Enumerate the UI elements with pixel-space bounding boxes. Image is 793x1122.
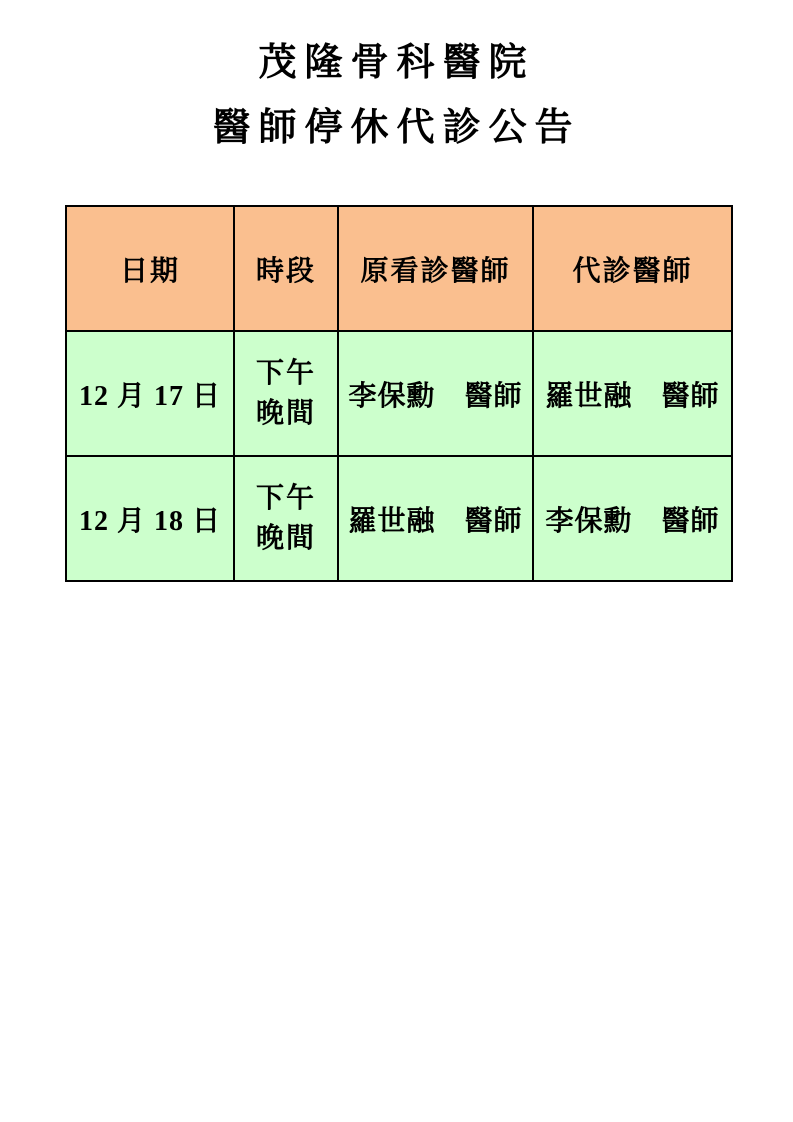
header-date: 日期: [66, 206, 234, 331]
title-block: [0, 0, 793, 147]
header-period: 時段: [234, 206, 338, 331]
hospital-name: 茂隆骨科醫院: [258, 42, 535, 84]
cell-period: [234, 331, 338, 456]
cell-substitute-doctor: 羅世融 醫師: [533, 331, 732, 456]
table-row: [66, 331, 732, 456]
cell-date: 12 月 17 日: [66, 331, 234, 456]
cell-original-doctor: 李保勳 醫師: [338, 331, 533, 456]
period-line: 晚間: [255, 397, 316, 429]
period-line: 下午: [255, 357, 316, 389]
cell-original-doctor: 羅世融 醫師: [338, 456, 533, 581]
period-line: 下午: [255, 482, 316, 514]
cell-period: [234, 456, 338, 581]
cell-substitute-doctor: 李保勳 醫師: [533, 456, 732, 581]
period-line: 晚間: [255, 522, 316, 554]
table-header-row: [66, 206, 732, 331]
substitute-schedule-table: [65, 205, 733, 582]
table-row: [66, 456, 732, 581]
header-original-doctor: 原看診醫師: [338, 206, 533, 331]
page-title: 醫師停休代診公告: [212, 107, 581, 149]
cell-date: 12 月 18 日: [66, 456, 234, 581]
header-substitute-doctor: 代診醫師: [533, 206, 732, 331]
